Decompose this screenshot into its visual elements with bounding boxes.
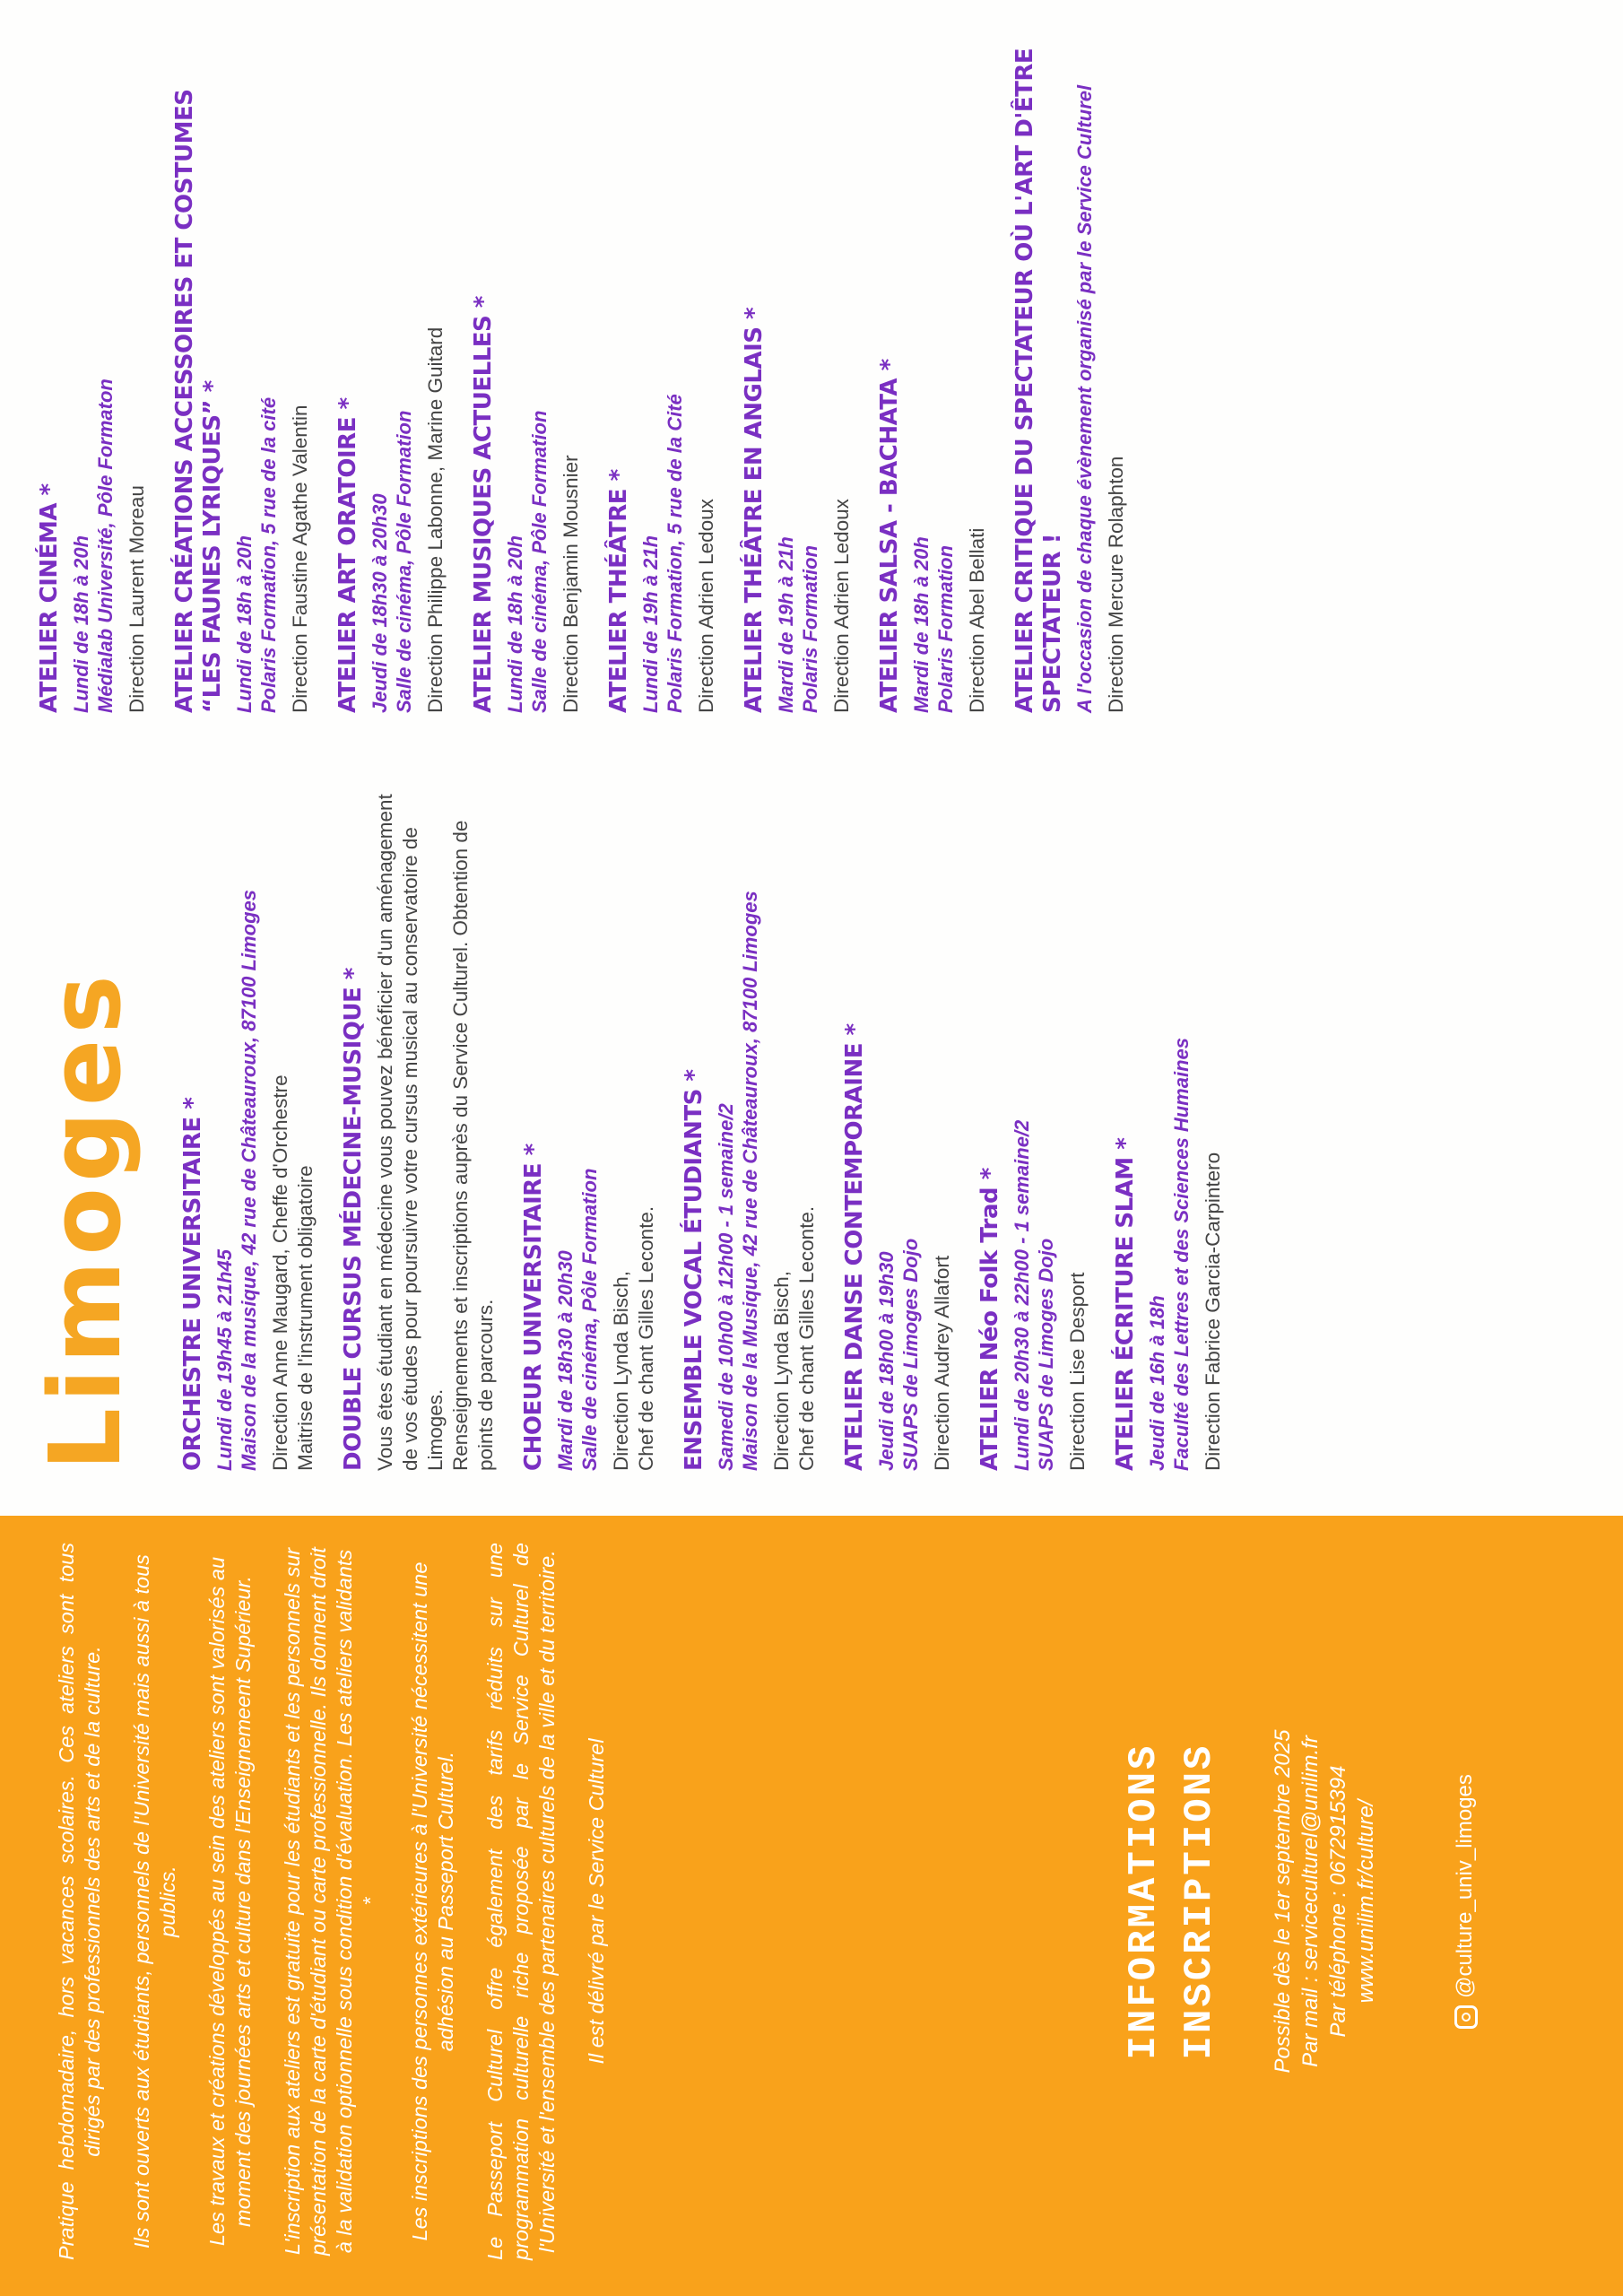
intro-paragraph: Il est délivré par le Service Culturel [585, 1738, 608, 2065]
atelier-description: Direction Lise Desport [1066, 1272, 1089, 1471]
atelier-title: CHOEUR UNIVERSITAIRE * [520, 1144, 547, 1471]
instagram-icon [1454, 2005, 1478, 2029]
info-heading [1116, 1543, 1228, 2260]
atelier-title: ATELIER DANSE CONTEMPORAINE * [841, 1023, 868, 1471]
atelier-schedule: Lundi de 19h à 21h Polaris Formation, 5 rue de la Cité [639, 394, 686, 713]
intro-paragraph: Ils sont ouverts aux étudiants, personnels de l'Université mais aussi à tous publics. [130, 1554, 179, 2248]
contact-email[interactable]: Par mail : serviceculturel@unilim.fr [1298, 1735, 1323, 2067]
atelier-description: Direction Adrien Ledoux [695, 499, 717, 713]
atelier-schedule: A l'occasion de chaque évènement organisé par le Service Culturel [1073, 84, 1096, 713]
intro-paragraph: L'inscription aux ateliers est gratuite pour les étudiants et les personnels sur présentation de la carte d'étudiant ou carte professionnelle. Ils donnent droit à la validation optionnelle sous condition d'évaluation. Les ateliers validants * [281, 1547, 382, 2256]
ateliers-list-right [36, 31, 1150, 713]
atelier-title: ATELIER SALSA - BACHATA * [876, 359, 903, 713]
atelier-description: Direction Benjamin Mousnier [560, 455, 582, 713]
atelier-schedule: Mardi de 18h30 à 20h30 Salle de cinéma, Pôle Formation [554, 1168, 601, 1471]
ateliers-column-left [0, 758, 1623, 1516]
atelier-title: ATELIER MUSIQUES ACTUELLES * [470, 296, 497, 713]
atelier-schedule: Mardi de 18h à 20h Polaris Formation [910, 536, 957, 713]
intro-paragraph: Les inscriptions des personnes extérieures à l'Université nécessitent une adhésion au Passeport Culturel. [408, 1561, 457, 2241]
atelier-schedule: Lundi de 19h45 à 21h45 Maison de la musique, 42 rue de Châteauroux, 87100 Limoges [213, 890, 260, 1471]
intro-paragraph: Le Passeport Culturel offre également des tarifs réduits sur une programmation culturelle riche proposée par le Service Culturel de l'Université et l'ensemble des partenaires culturels de la ville et du territoire. [483, 1543, 559, 2260]
atelier-entry [605, 31, 719, 713]
atelier-title: ATELIER THÉÂTRE EN ANGLAIS * [741, 307, 768, 713]
atelier-schedule: Samedi de 10h00 à 12h00 - 1 semaine/2 Maison de la Musique, 42 rue de Châteauroux, 87100 Limoges [715, 891, 761, 1471]
atelier-title: ATELIER ÉCRITURE SLAM * [1112, 1137, 1139, 1471]
website-link[interactable]: www.unilim.fr/culture/ [1354, 1799, 1378, 2004]
info-title-line: INFORMATIONS [1122, 1743, 1167, 2060]
atelier-title: ATELIER CRITIQUE DU SPECTATEUR OÙ L'ART D'ÊTRE SPECTATEUR ! [1011, 48, 1066, 713]
atelier-entry [334, 31, 448, 713]
intro-paragraph: Les travaux et créations développés au sein des ateliers sont valorisés au moment des journées arts et culture dans l'Enseignemeent Supérieur. [205, 1556, 255, 2247]
atelier-title: ATELIER Néo Folk Trad * [976, 1168, 1003, 1471]
atelier-schedule: Jeudi de 18h30 à 20h30 Salle de cinéma, Pôle Formation [369, 410, 415, 713]
atelier-entry [976, 789, 1090, 1471]
atelier-description: Direction Fabrice Garcia-Carpintero [1202, 1152, 1224, 1471]
atelier-entry [841, 789, 955, 1471]
atelier-entry [741, 31, 855, 713]
atelier-schedule: Lundi de 18h à 20h Polaris Formation, 5 rue de la cité [233, 396, 280, 713]
atelier-schedule: Lundi de 18h à 20h Salle de cinéma, Pôle Formation [504, 410, 551, 713]
ateliers-list-left [179, 789, 1247, 1471]
intro-paragraph: Pratique hebdomadaire, hors vacances scolaires. Ces ateliers sont tous dirigés par des professionnels des arts et de la culture. [55, 1543, 104, 2260]
atelier-entry [171, 31, 313, 713]
atelier-description: Direction Philippe Labonne, Marine Guitard [424, 326, 447, 713]
atelier-description: Direction Lynda Bisch, Chef de chant Gilles Leconte. [610, 1205, 657, 1471]
atelier-entry [520, 789, 659, 1471]
contact-phone[interactable]: Par téléphone : 0672915394 [1326, 1765, 1350, 2038]
atelier-title: DOUBLE CURSUS MÉDECINE-MUSIQUE * [340, 968, 367, 1471]
atelier-description: Direction Adrien Ledoux [830, 499, 853, 713]
atelier-schedule: Jeudi de 16h à 18h Faculté des Lettres et des Sciences Humaines [1146, 1038, 1193, 1471]
intro-text [54, 1543, 633, 2260]
atelier-description: Direction Faustine Agathe Valentin [289, 404, 311, 713]
atelier-schedule: Lundi de 20h30 à 22h00 - 1 semaine/2 SUAPS de Limoges Dojo [1011, 1119, 1057, 1471]
ateliers-column-right [0, 0, 1623, 758]
info-panel [0, 1516, 1623, 2296]
registration-date: Possible dès le 1er septembre 2025 [1271, 1729, 1295, 2074]
atelier-title: ORCHESTRE UNIVERSITAIRE * [179, 1097, 206, 1471]
atelier-description: Direction Lynda Bisch, Chef de chant Gilles Leconte. [770, 1205, 818, 1471]
atelier-entry [1011, 31, 1129, 713]
atelier-title: ATELIER CRÉATIONS ACCESSOIRES ET COSTUMES “LES FAUNES LYRIQUES” * [171, 89, 226, 713]
limoges-logo: Limoges [28, 970, 143, 1471]
atelier-schedule: Lundi de 18h à 20h Médialab Université, Pôle Formaton [70, 378, 117, 713]
atelier-title: ATELIER CINÉMA * [36, 483, 63, 713]
atelier-entry [36, 31, 150, 713]
atelier-title: ATELIER ART ORATOIRE * [334, 397, 361, 713]
contact-info [1269, 1543, 1380, 2260]
atelier-entry [681, 789, 820, 1471]
atelier-entry [470, 31, 584, 713]
instagram-text: @culture_univ_limoges [1453, 1774, 1477, 1998]
atelier-schedule: Jeudi de 18h00 à 19h30 SUAPS de Limoges Dojo [875, 1238, 922, 1471]
info-title-line: INSCRIPTIONS [1177, 1743, 1222, 2060]
atelier-description: Direction Mercure Rolaphton [1105, 456, 1127, 713]
atelier-schedule: Mardi de 19h à 21h Polaris Formation [775, 536, 821, 713]
instagram-handle[interactable] [1453, 1543, 1478, 2260]
atelier-description: Direction Abel Bellati [966, 527, 988, 713]
atelier-entry [876, 31, 990, 713]
atelier-title: ENSEMBLE VOCAL ÉTUDIANTS * [681, 1069, 707, 1471]
atelier-description: Direction Laurent Moreau [126, 485, 148, 713]
atelier-description: Direction Audrey Allafort [931, 1255, 953, 1471]
atelier-description: Vous êtes étudiant en médecine vous pouvez bénéficier d'un aménagement de vos études pour poursuivre votre cursus musical au conservatoire de Limoges. Renseignements et inscriptions auprès du Service Culturel. Obtention de points de parcours. [374, 794, 497, 1471]
atelier-title: ATELIER THÉÂTRE * [605, 469, 632, 713]
atelier-entry [179, 789, 318, 1471]
atelier-entry [1112, 789, 1226, 1471]
atelier-description: Direction Anne Maugard, Cheffe d'Orchestre Maitrise de l'instrument obligatoire [269, 1074, 317, 1471]
atelier-entry [340, 789, 499, 1471]
